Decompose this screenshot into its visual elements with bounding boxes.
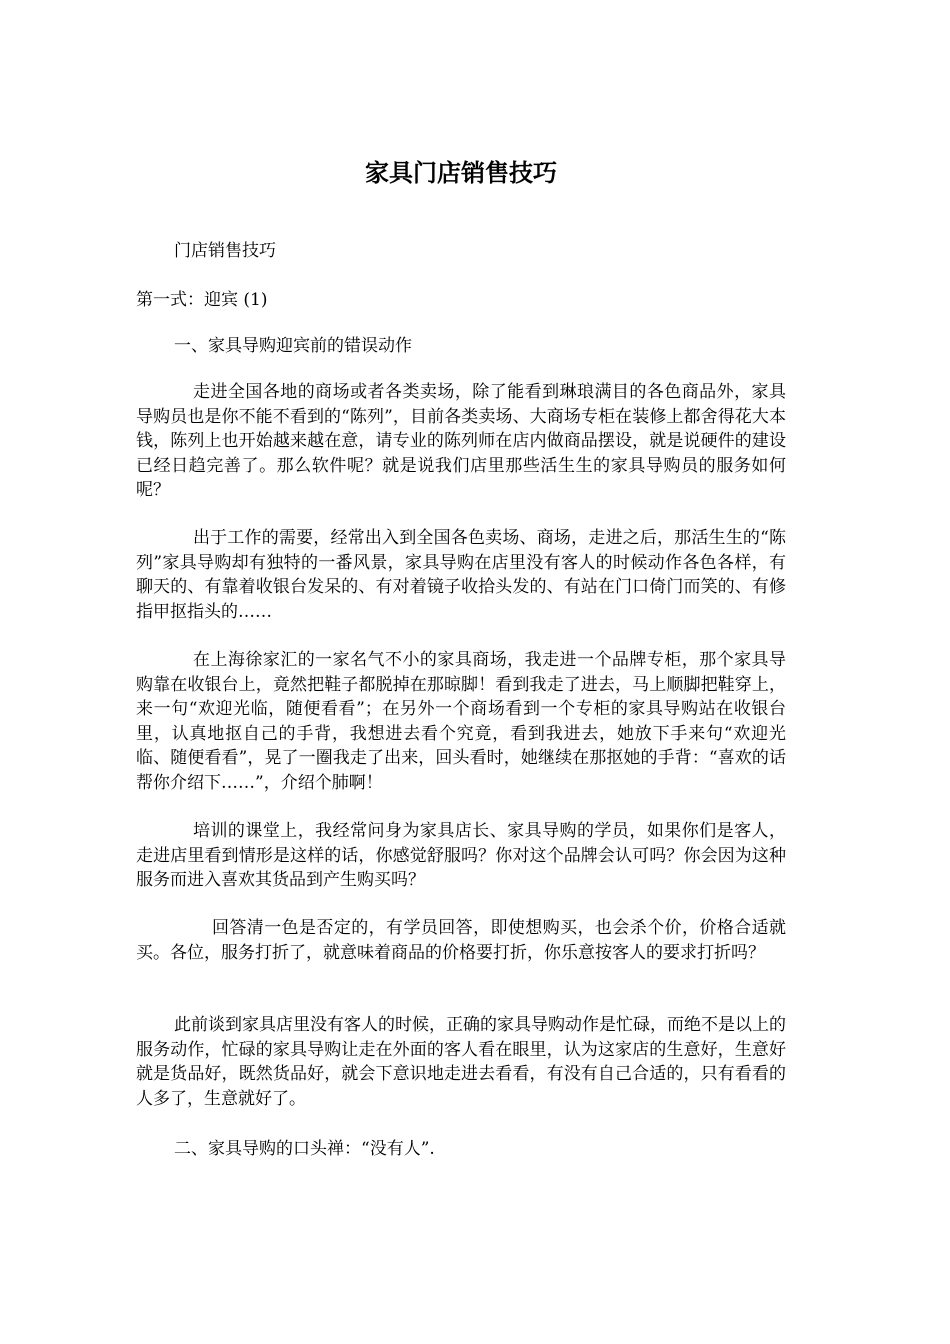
paragraph: 培训的课堂上，我经常问身为家具店长、家具导购的学员，如果你们是客人，走进店里看到情形是这样的话，你感觉舒服吗？你对这个品牌会认可吗？你会因为这种服务而进入喜欢其货品到产生购买吗？	[136, 821, 786, 890]
subtitle: 门店销售技巧	[174, 241, 276, 261]
paragraph: 此前谈到家具店里没有客人的时候，正确的家具导购动作是忙碌，而绝不是以上的服务动作，忙碌的家具导购让走在外面的客人看在眼里，认为这家店的生意好，生意好就是货品好，既然货品好，就会下意识地走进去看看，有没有自己合适的，只有看看的人多了，生意就好了。	[136, 1015, 786, 1109]
subsection-heading: 一、家具导购迎宾前的错误动作	[174, 336, 412, 356]
section-heading: 第一式：迎宾 (1)	[136, 290, 268, 310]
paragraph: 出于工作的需要，经常出入到全国各色卖场、商场，走进之后，那活生生的“陈列”家具导购却有独特的一番风景，家具导购在店里没有客人的时候动作各色各样，有聊天的、有靠着收银台发呆的、有对着镜子收拾头发的、有站在门口倚门而笑的、有修指甲抠指头的……	[136, 528, 786, 622]
paragraph: 回答清一色是否定的，有学员回答，即使想购买，也会杀个价，价格合适就买。各位，服务打折了，就意味着商品的价格要打折，你乐意按客人的要求打折吗？	[136, 918, 786, 963]
document-title: 家具门店销售技巧	[365, 158, 557, 187]
paragraph: 在上海徐家汇的一家名气不小的家具商场，我走进一个品牌专柜，那个家具导购靠在收银台上，竟然把鞋子都脱掉在那晾脚！看到我走了进去，马上顺脚把鞋穿上，来一句“欢迎光临，随便看看”；在另外一个商场看到一个专柜的家具导购站在收银台里，认真地抠自己的手背，我想进去看个究竟，看到我进去，她放下手来句“欢迎光临、随便看看”，晃了一圈我走了出来，回头看时，她继续在那抠她的手背：“喜欢的话帮你介绍下……”，介绍个肺啊！	[136, 650, 786, 793]
paragraph: 走进全国各地的商场或者各类卖场，除了能看到琳琅满目的各色商品外，家具导购员也是你不能不看到的“陈列”，目前各类卖场、大商场专柜在装修上都舍得花大本钱，陈列上也开始越来越在意，请专业的陈列师在店内做商品摆设，就是说硬件的建设已经日趋完善了。那么软件呢？就是说我们店里那些活生生的家具导购员的服务如何呢？	[136, 382, 786, 500]
subsection-heading: 二、家具导购的口头禅：“没有人”.	[174, 1139, 435, 1159]
